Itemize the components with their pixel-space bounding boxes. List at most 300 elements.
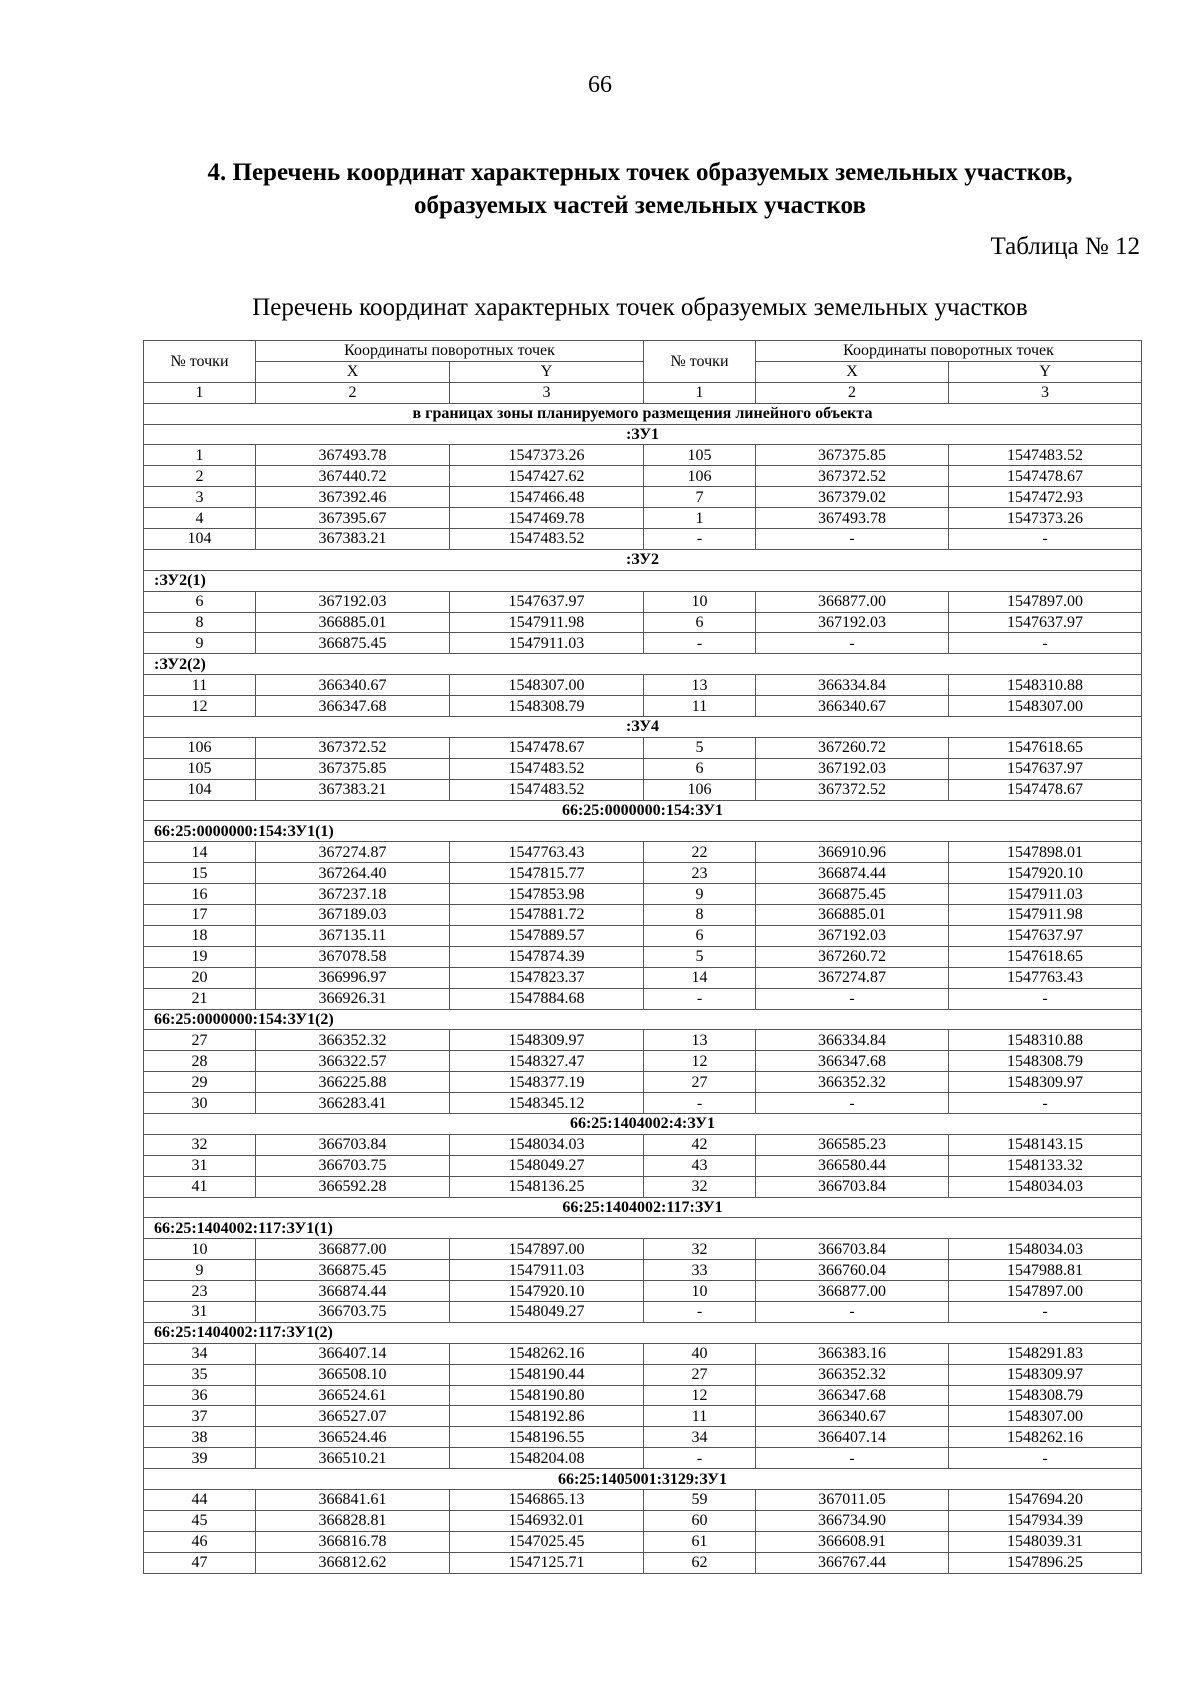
table-row <box>144 863 1142 884</box>
table-cell: 31 <box>144 1155 256 1176</box>
table-cell: 1548049.27 <box>450 1155 644 1176</box>
table-cell: 12 <box>644 1385 756 1406</box>
table-cell: 366347.68 <box>256 696 450 717</box>
table-cell: 28 <box>144 1051 256 1072</box>
table-cell: 367395.67 <box>256 508 450 529</box>
section-row <box>144 549 1142 570</box>
table-caption: Перечень координат характерных точек образуемых земельных участков <box>252 294 1028 321</box>
table-row <box>144 967 1142 988</box>
table-cell: - <box>949 1301 1142 1322</box>
table-cell: 2 <box>144 466 256 487</box>
table-cell: 366592.28 <box>256 1176 450 1197</box>
section-label: 66:25:1405001:3129:ЗУ1 <box>144 1469 1142 1490</box>
table-cell: 366585.23 <box>756 1134 949 1155</box>
header-x: X <box>756 361 949 382</box>
table-cell: 1548309.97 <box>949 1364 1142 1385</box>
table-cell: 31 <box>144 1301 256 1322</box>
table-cell: 44 <box>144 1489 256 1510</box>
table-cell: 367192.03 <box>756 758 949 779</box>
table-cell: - <box>756 1093 949 1114</box>
table-cell: 366996.97 <box>256 967 450 988</box>
table-row <box>144 696 1142 717</box>
table-cell: 367372.52 <box>256 737 450 758</box>
table-cell: 1548034.03 <box>450 1134 644 1155</box>
table-cell: 1548192.86 <box>450 1406 644 1427</box>
table-cell: 18 <box>144 925 256 946</box>
table-cell: 61 <box>644 1531 756 1552</box>
subsection-label: 66:25:1404002:117:ЗУ1(1) <box>144 1218 1142 1239</box>
table-row <box>144 466 1142 487</box>
table-cell: 41 <box>144 1176 256 1197</box>
table-cell: 367011.05 <box>756 1489 949 1510</box>
table-cell: 1548262.16 <box>949 1427 1142 1448</box>
table-cell: 366510.21 <box>256 1448 450 1469</box>
table-cell: 367189.03 <box>256 905 450 926</box>
table-cell: 1548136.25 <box>450 1176 644 1197</box>
table-cell: 366926.31 <box>256 988 450 1009</box>
section-title-line-1: 4. Перечень координат характерных точек образуемых земельных участков, <box>207 159 1073 186</box>
table-cell: 1547373.26 <box>450 445 644 466</box>
table-cell: 35 <box>144 1364 256 1385</box>
table-cell: 366875.45 <box>756 884 949 905</box>
table-cell: 1547373.26 <box>949 508 1142 529</box>
table-cell: 366608.91 <box>756 1531 949 1552</box>
section-row <box>144 1469 1142 1490</box>
table-cell: 367260.72 <box>756 737 949 758</box>
table-cell: 1547853.98 <box>450 884 644 905</box>
header-y: Y <box>450 361 644 382</box>
table-cell: 366874.44 <box>756 863 949 884</box>
table-row <box>144 633 1142 654</box>
table-cell: 1548310.88 <box>949 675 1142 696</box>
table-cell: - <box>644 633 756 654</box>
header-coordinates: Координаты поворотных точек <box>256 341 644 362</box>
table-cell: 13 <box>644 675 756 696</box>
table-cell: 1548196.55 <box>450 1427 644 1448</box>
coordinates-table <box>143 340 1142 1574</box>
table-cell: 59 <box>644 1489 756 1510</box>
table-row <box>144 1364 1142 1385</box>
table-row <box>144 1510 1142 1531</box>
table-cell: 1547483.52 <box>450 758 644 779</box>
table-cell: 366885.01 <box>756 905 949 926</box>
table-cell: 23 <box>144 1281 256 1302</box>
table-row <box>144 1072 1142 1093</box>
section-row <box>144 1113 1142 1134</box>
table-cell: 366734.90 <box>756 1510 949 1531</box>
table-cell: 36 <box>144 1385 256 1406</box>
table-cell: - <box>756 988 949 1009</box>
table-cell: 366283.41 <box>256 1093 450 1114</box>
table-row <box>144 842 1142 863</box>
table-cell: 11 <box>644 1406 756 1427</box>
table-cell: 10 <box>644 591 756 612</box>
table-cell: 1547763.43 <box>450 842 644 863</box>
table-cell: 1548291.83 <box>949 1343 1142 1364</box>
table-row <box>144 1448 1142 1469</box>
table-cell: 43 <box>644 1155 756 1176</box>
table-cell: 1547897.00 <box>949 591 1142 612</box>
table-cell: 367379.02 <box>756 487 949 508</box>
table-cell: 1547466.48 <box>450 487 644 508</box>
table-cell: 366340.67 <box>756 1406 949 1427</box>
header-row-1 <box>144 341 1142 362</box>
table-cell: 32 <box>144 1134 256 1155</box>
table-cell: 367375.85 <box>256 758 450 779</box>
table-row <box>144 1134 1142 1155</box>
table-row <box>144 1281 1142 1302</box>
table-cell: 6 <box>144 591 256 612</box>
table-cell: 8 <box>144 612 256 633</box>
table-cell: 366340.67 <box>756 696 949 717</box>
section-label: в границах зоны планируемого размещения линейного объекта <box>144 403 1142 424</box>
table-row <box>144 591 1142 612</box>
table-cell: 1547897.00 <box>949 1281 1142 1302</box>
table-cell: 1548262.16 <box>450 1343 644 1364</box>
table-cell: 14 <box>144 842 256 863</box>
table-cell: - <box>756 1448 949 1469</box>
table-cell: 105 <box>144 758 256 779</box>
table-cell: 32 <box>644 1176 756 1197</box>
table-cell: - <box>949 633 1142 654</box>
table-cell: - <box>644 988 756 1009</box>
table-cell: 366225.88 <box>256 1072 450 1093</box>
table-cell: 21 <box>144 988 256 1009</box>
table-cell: 9 <box>644 884 756 905</box>
table-cell: 1548190.44 <box>450 1364 644 1385</box>
table-cell: 1548190.80 <box>450 1385 644 1406</box>
table-cell: 1547874.39 <box>450 946 644 967</box>
table-cell: 367392.46 <box>256 487 450 508</box>
column-number: 2 <box>256 382 450 403</box>
table-cell: 1547896.25 <box>949 1552 1142 1573</box>
table-row <box>144 758 1142 779</box>
table-cell: 1548039.31 <box>949 1531 1142 1552</box>
table-cell: 367264.40 <box>256 863 450 884</box>
table-cell: 23 <box>644 863 756 884</box>
table-row <box>144 988 1142 1009</box>
table-cell: 4 <box>144 508 256 529</box>
subsection-label: 66:25:0000000:154:ЗУ1(1) <box>144 821 1142 842</box>
table-cell: 1547472.93 <box>949 487 1142 508</box>
table-row <box>144 1155 1142 1176</box>
table-cell: 1 <box>644 508 756 529</box>
table-cell: - <box>949 988 1142 1009</box>
table-cell: 1547025.45 <box>450 1531 644 1552</box>
section-label: :ЗУ4 <box>144 717 1142 738</box>
table-cell: 366352.32 <box>256 1030 450 1051</box>
table-cell: 1547911.03 <box>450 633 644 654</box>
table-cell: 366322.57 <box>256 1051 450 1072</box>
table-row <box>144 1343 1142 1364</box>
table-cell: 366347.68 <box>756 1051 949 1072</box>
table-cell: 11 <box>644 696 756 717</box>
section-label: 66:25:1404002:4:ЗУ1 <box>144 1113 1142 1134</box>
table-row <box>144 925 1142 946</box>
table-cell: 366340.67 <box>256 675 450 696</box>
table-cell: 366407.14 <box>256 1343 450 1364</box>
subsection-row <box>144 1009 1142 1030</box>
table-cell: 1547125.71 <box>450 1552 644 1573</box>
table-cell: 366334.84 <box>756 1030 949 1051</box>
table-cell: 366407.14 <box>756 1427 949 1448</box>
section-row <box>144 403 1142 424</box>
table-cell: 1547694.20 <box>949 1489 1142 1510</box>
table-row <box>144 1030 1142 1051</box>
section-label: :ЗУ2 <box>144 549 1142 570</box>
table-row <box>144 529 1142 550</box>
table-cell: 106 <box>144 737 256 758</box>
table-cell: 1547483.52 <box>949 445 1142 466</box>
column-number: 2 <box>756 382 949 403</box>
table-cell: 367372.52 <box>756 779 949 800</box>
table-cell: 1547637.97 <box>949 758 1142 779</box>
section-row <box>144 717 1142 738</box>
table-cell: 1547815.77 <box>450 863 644 884</box>
table-cell: - <box>756 1301 949 1322</box>
table-cell: 5 <box>644 737 756 758</box>
table-cell: 1548034.03 <box>949 1176 1142 1197</box>
table-cell: 367375.85 <box>756 445 949 466</box>
table-cell: 27 <box>144 1030 256 1051</box>
table-cell: 8 <box>644 905 756 926</box>
table-cell: 367493.78 <box>256 445 450 466</box>
table-row <box>144 737 1142 758</box>
table-cell: 1 <box>144 445 256 466</box>
table-cell: - <box>949 1448 1142 1469</box>
table-cell: 1547934.39 <box>949 1510 1142 1531</box>
table-row <box>144 487 1142 508</box>
table-cell: 1547911.03 <box>450 1260 644 1281</box>
table-cell: 1547763.43 <box>949 967 1142 988</box>
table-cell: 1548309.97 <box>450 1030 644 1051</box>
subsection-row <box>144 1322 1142 1343</box>
table-cell: 367192.03 <box>756 925 949 946</box>
table-cell: - <box>949 1093 1142 1114</box>
subsection-label: 66:25:1404002:117:ЗУ1(2) <box>144 1322 1142 1343</box>
table-cell: - <box>644 529 756 550</box>
subsection-label: :ЗУ2(1) <box>144 570 1142 591</box>
table-row <box>144 884 1142 905</box>
table-cell: 1547483.52 <box>450 529 644 550</box>
header-point-number: № точки <box>144 341 256 383</box>
table-cell: 366910.96 <box>756 842 949 863</box>
table-cell: 367135.11 <box>256 925 450 946</box>
table-cell: 7 <box>644 487 756 508</box>
table-cell: 39 <box>144 1448 256 1469</box>
table-cell: 366703.84 <box>756 1176 949 1197</box>
table-cell: 366703.75 <box>256 1155 450 1176</box>
table-cell: 37 <box>144 1406 256 1427</box>
header-point-number: № точки <box>644 341 756 383</box>
table-cell: 1547898.01 <box>949 842 1142 863</box>
table-cell: 20 <box>144 967 256 988</box>
table-row <box>144 1552 1142 1573</box>
table-cell: 1547920.10 <box>949 863 1142 884</box>
subsection-row <box>144 1218 1142 1239</box>
table-cell: 366875.45 <box>256 1260 450 1281</box>
table-cell: - <box>756 529 949 550</box>
table-cell: - <box>644 1093 756 1114</box>
section-title <box>140 156 1140 222</box>
table-cell: 1547637.97 <box>949 925 1142 946</box>
header-row-2 <box>144 361 1142 382</box>
column-number: 3 <box>949 382 1142 403</box>
table-cell: 34 <box>644 1427 756 1448</box>
table-number: Таблица № 12 <box>990 233 1140 260</box>
table-cell: 1547889.57 <box>450 925 644 946</box>
table-cell: 1547897.00 <box>450 1239 644 1260</box>
table-cell: 42 <box>644 1134 756 1155</box>
table-cell: 366760.04 <box>756 1260 949 1281</box>
header-y: Y <box>949 361 1142 382</box>
table-cell: 45 <box>144 1510 256 1531</box>
table-row <box>144 1385 1142 1406</box>
table-cell: 106 <box>644 779 756 800</box>
subsection-row <box>144 654 1142 675</box>
table-cell: 366527.07 <box>256 1406 450 1427</box>
table-cell: 366877.00 <box>756 1281 949 1302</box>
table-body <box>144 403 1142 1573</box>
table-cell: 1546865.13 <box>450 1489 644 1510</box>
table-cell: 1547637.97 <box>450 591 644 612</box>
table-row <box>144 779 1142 800</box>
table-cell: 366885.01 <box>256 612 450 633</box>
table-cell: 1546932.01 <box>450 1510 644 1531</box>
table-cell: 38 <box>144 1427 256 1448</box>
table-cell: - <box>949 529 1142 550</box>
table-cell: 1548204.08 <box>450 1448 644 1469</box>
table-cell: 11 <box>144 675 256 696</box>
table-cell: 1548377.19 <box>450 1072 644 1093</box>
table-cell: 1548345.12 <box>450 1093 644 1114</box>
table-cell: 32 <box>644 1239 756 1260</box>
table-cell: 6 <box>644 758 756 779</box>
table-cell: 366334.84 <box>756 675 949 696</box>
table-row <box>144 1239 1142 1260</box>
column-number: 1 <box>144 382 256 403</box>
table-cell: 1548307.00 <box>949 1406 1142 1427</box>
table-cell: 33 <box>644 1260 756 1281</box>
table-cell: 1547911.98 <box>450 612 644 633</box>
table-cell: 367237.18 <box>256 884 450 905</box>
table-cell: 366352.32 <box>756 1072 949 1093</box>
table-cell: 1548034.03 <box>949 1239 1142 1260</box>
table-cell: 16 <box>144 884 256 905</box>
table-cell: 367383.21 <box>256 779 450 800</box>
table-cell: 60 <box>644 1510 756 1531</box>
table-cell: 1548308.79 <box>949 1051 1142 1072</box>
table-cell: 1547478.67 <box>949 466 1142 487</box>
table-cell: 366841.61 <box>256 1489 450 1510</box>
table-cell: 366703.75 <box>256 1301 450 1322</box>
table-row <box>144 1093 1142 1114</box>
table-cell: 1548308.79 <box>450 696 644 717</box>
table-row <box>144 946 1142 967</box>
table-cell: 366703.84 <box>756 1239 949 1260</box>
table-cell: 12 <box>644 1051 756 1072</box>
table-row <box>144 1406 1142 1427</box>
table-cell: 14 <box>644 967 756 988</box>
column-number: 3 <box>450 382 644 403</box>
table-cell: 366874.44 <box>256 1281 450 1302</box>
column-number: 1 <box>644 382 756 403</box>
table-cell: 366877.00 <box>256 1239 450 1260</box>
table-cell: 1547427.62 <box>450 466 644 487</box>
table-cell: 366524.46 <box>256 1427 450 1448</box>
table-cell: - <box>756 633 949 654</box>
table-cell: 40 <box>644 1343 756 1364</box>
table-cell: 366877.00 <box>756 591 949 612</box>
table-cell: 366816.78 <box>256 1531 450 1552</box>
table-cell: 104 <box>144 779 256 800</box>
table-cell: 104 <box>144 529 256 550</box>
table-cell: 367440.72 <box>256 466 450 487</box>
table-cell: 366580.44 <box>756 1155 949 1176</box>
table-cell: 1547469.78 <box>450 508 644 529</box>
table-cell: 1547988.81 <box>949 1260 1142 1281</box>
table-cell: 366703.84 <box>256 1134 450 1155</box>
table-row <box>144 612 1142 633</box>
table-cell: 1547881.72 <box>450 905 644 926</box>
table-cell: 10 <box>144 1239 256 1260</box>
table-cell: 106 <box>644 466 756 487</box>
table-cell: 29 <box>144 1072 256 1093</box>
table-cell: 367260.72 <box>756 946 949 967</box>
table-cell: 15 <box>144 863 256 884</box>
table-cell: 34 <box>144 1343 256 1364</box>
table-cell: 366524.61 <box>256 1385 450 1406</box>
subsection-label: 66:25:0000000:154:ЗУ1(2) <box>144 1009 1142 1030</box>
table-cell: 10 <box>644 1281 756 1302</box>
table-row <box>144 1427 1142 1448</box>
table-cell: 6 <box>644 925 756 946</box>
table-row <box>144 1531 1142 1552</box>
table-cell: 22 <box>644 842 756 863</box>
table-cell: 13 <box>644 1030 756 1051</box>
subsection-label: :ЗУ2(2) <box>144 654 1142 675</box>
table-cell: 1548143.15 <box>949 1134 1142 1155</box>
table-row <box>144 675 1142 696</box>
table-cell: 366383.16 <box>756 1343 949 1364</box>
table-cell: 1548327.47 <box>450 1051 644 1072</box>
table-cell: 1548308.79 <box>949 1385 1142 1406</box>
table-row <box>144 1301 1142 1322</box>
subsection-row <box>144 821 1142 842</box>
table-cell: 5 <box>644 946 756 967</box>
table-cell: 27 <box>644 1072 756 1093</box>
table-row <box>144 905 1142 926</box>
table-cell: 1548307.00 <box>949 696 1142 717</box>
table-cell: - <box>644 1448 756 1469</box>
section-row <box>144 424 1142 445</box>
table-cell: 367274.87 <box>256 842 450 863</box>
table-cell: 9 <box>144 1260 256 1281</box>
table-cell: 367493.78 <box>756 508 949 529</box>
table-cell: 367274.87 <box>756 967 949 988</box>
table-cell: 367372.52 <box>756 466 949 487</box>
table-cell: 1547618.65 <box>949 737 1142 758</box>
table-cell: 367078.58 <box>256 946 450 967</box>
table-cell: 12 <box>144 696 256 717</box>
table-cell: 105 <box>644 445 756 466</box>
table-cell: 3 <box>144 487 256 508</box>
table-cell: 19 <box>144 946 256 967</box>
table-cell: 367192.03 <box>756 612 949 633</box>
table-row <box>144 508 1142 529</box>
table-cell: 1547478.67 <box>450 737 644 758</box>
table-cell: 366812.62 <box>256 1552 450 1573</box>
